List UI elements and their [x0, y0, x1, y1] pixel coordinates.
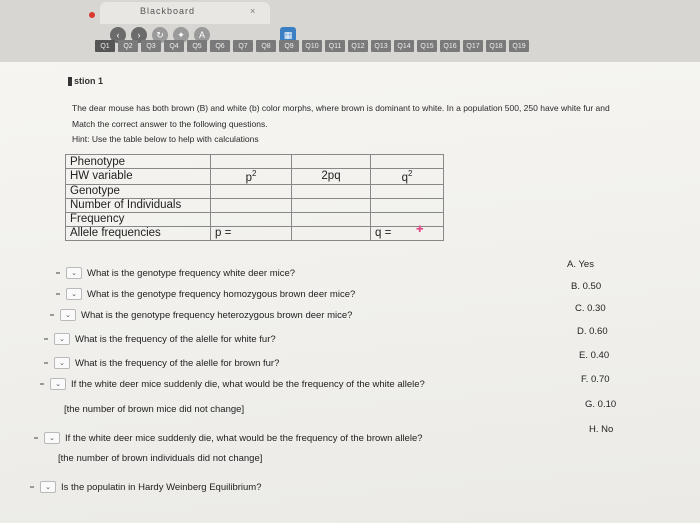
question-nav-button[interactable]: Q15 [417, 40, 437, 52]
table-cell [292, 212, 371, 226]
table-cell: $p^2$ [211, 169, 292, 185]
answer-option: H. No [589, 424, 614, 435]
answer-option: D. 0.60 [577, 326, 608, 337]
answer-dropdown[interactable] [50, 378, 66, 390]
back-icon[interactable]: ‹ [110, 27, 126, 43]
question-instruction: Match the correct answer to the following questions. [72, 119, 268, 129]
question-nav-button[interactable]: Q2 [118, 40, 138, 52]
item-question-text: What is the frequency of the alelle for white fur? [75, 333, 276, 345]
browser-chrome [0, 0, 700, 62]
table-cell [371, 212, 444, 226]
list-item [30, 481, 262, 493]
dash-marker [50, 314, 54, 316]
answer-dropdown[interactable] [44, 432, 60, 444]
answer-option: E. 0.40 [579, 350, 610, 361]
question-nav-button[interactable]: Q3 [141, 40, 161, 52]
table-row [66, 198, 444, 212]
question-nav-button[interactable]: Q19 [509, 40, 529, 52]
tab-close-icon[interactable]: × [250, 6, 256, 16]
chevron-down-icon: ⌄ [49, 435, 55, 442]
list-item [40, 378, 425, 390]
table-row [66, 212, 444, 226]
chevron-down-icon: ⌄ [59, 336, 65, 343]
question-hint: Hint: Use the table below to help with calculations [72, 134, 259, 144]
chevron-down-icon: ⌄ [71, 291, 77, 298]
extension-icon[interactable]: ✦ [173, 27, 189, 43]
table-row [66, 155, 444, 169]
answer-option: C. 0.30 [575, 303, 606, 314]
item-question-text: If the white deer mice suddenly die, what would be the frequency of the white allele? [71, 378, 425, 390]
list-item [34, 432, 423, 444]
list-item [44, 333, 276, 345]
table-cell: HW variable [66, 169, 211, 185]
answer-dropdown[interactable] [66, 267, 82, 279]
item-question-text: What is the frequency of the alelle for brown fur? [75, 357, 280, 369]
answer-option: F. 0.70 [581, 374, 610, 385]
item-question-text: What is the genotype frequency white deer mice? [87, 267, 296, 279]
table-cell [211, 198, 292, 212]
chevron-down-icon: ⌄ [55, 381, 61, 388]
table-cell [292, 226, 371, 240]
list-item [56, 267, 295, 279]
question-nav-button[interactable]: Q9 [279, 40, 299, 52]
answer-dropdown[interactable] [66, 288, 82, 300]
answer-dropdown[interactable] [60, 309, 76, 321]
question-nav-button[interactable]: Q13 [371, 40, 391, 52]
forward-icon[interactable]: › [131, 27, 147, 43]
table-cell [211, 212, 292, 226]
table-cell [211, 184, 292, 198]
table-row [66, 226, 444, 240]
table-cell: 2pq [292, 169, 371, 185]
question-navigation [95, 40, 529, 52]
table-cell [211, 155, 292, 169]
answer-option: G. 0.10 [585, 399, 617, 410]
item-question-text: If the white deer mice suddenly die, what would be the frequency of the brown allele? [65, 432, 423, 444]
question-nav-button[interactable]: Q8 [256, 40, 276, 52]
list-item [50, 309, 352, 321]
table-cell: q = [371, 226, 444, 240]
answer-dropdown[interactable] [40, 481, 56, 493]
dash-marker [30, 486, 34, 488]
chevron-down-icon: ⌄ [45, 484, 51, 491]
superscript: 2 [407, 169, 413, 178]
chevron-down-icon: ⌄ [59, 360, 65, 367]
table-cell: Frequency [66, 212, 211, 226]
dash-marker [34, 437, 38, 439]
question-nav-button[interactable]: Q16 [440, 40, 460, 52]
question-nav-button[interactable]: Q11 [325, 40, 345, 52]
question-nav-button[interactable]: Q7 [233, 40, 253, 52]
question-nav-button[interactable]: Q4 [164, 40, 184, 52]
answer-dropdown[interactable] [54, 357, 70, 369]
answer-dropdown[interactable] [54, 333, 70, 345]
profile-icon[interactable]: A [194, 27, 210, 43]
chevron-down-icon: ⌄ [65, 312, 71, 319]
table-row [66, 169, 444, 185]
question-nav-button[interactable]: Q5 [187, 40, 207, 52]
item-question-text: What is the genotype frequency homozygous brown deer mice? [87, 288, 356, 300]
question-nav-button[interactable]: Q6 [210, 40, 230, 52]
table-cell [292, 155, 371, 169]
table-cell [371, 198, 444, 212]
table-cell: Genotype [66, 184, 211, 198]
table-cell: $q^2$ [371, 169, 444, 185]
question-nav-button[interactable]: Q14 [394, 40, 414, 52]
dash-marker [44, 362, 48, 364]
dash-marker [56, 293, 60, 295]
tab-title: Blackboard [140, 6, 196, 16]
item-question-text: What is the genotype frequency heterozygous brown deer mice? [81, 309, 353, 321]
item-subtext: [the number of brown mice did not change] [64, 404, 245, 415]
question-nav-button[interactable]: Q12 [348, 40, 368, 52]
item-subtext: [the number of brown individuals did not change] [58, 453, 263, 464]
item-question-text: Is the populatin in Hardy Weinberg Equilibrium? [61, 481, 262, 493]
table-cell: p = [211, 226, 292, 240]
cursor-marker-icon: ✚ [416, 224, 424, 234]
table-cell [371, 155, 444, 169]
table-row [66, 184, 444, 198]
list-item [56, 288, 355, 300]
chevron-down-icon: ⌄ [71, 270, 77, 277]
table-cell [371, 184, 444, 198]
question-nav-button[interactable]: Q1 [95, 40, 115, 52]
dash-marker [40, 383, 44, 385]
question-prompt: The dear mouse has both brown (B) and white (b) color morphs, where brown is dominant to white. In a population 500, 250 have white fur and [72, 103, 610, 113]
dash-marker [56, 272, 60, 274]
answer-option: B. 0.50 [571, 281, 602, 292]
superscript: 2 [251, 169, 257, 178]
dash-marker [44, 338, 48, 340]
table-cell: Number of Individuals [66, 198, 211, 212]
question-nav-button[interactable]: Q18 [486, 40, 506, 52]
table-cell [292, 184, 371, 198]
browser-tab[interactable] [100, 2, 270, 24]
hardy-weinberg-table [65, 154, 444, 241]
question-nav-button[interactable]: Q17 [463, 40, 483, 52]
table-cell: Allele frequencies [66, 226, 211, 240]
answer-option: A. Yes [567, 259, 594, 270]
reload-icon[interactable]: ↻ [152, 27, 168, 43]
table-cell [292, 198, 371, 212]
record-dot-icon [89, 12, 95, 18]
question-number: stion 1 [68, 76, 103, 86]
question-nav-button[interactable]: Q10 [302, 40, 322, 52]
table-cell: Phenotype [66, 155, 211, 169]
calendar-icon[interactable]: ▦ [280, 27, 296, 43]
list-item [44, 357, 279, 369]
